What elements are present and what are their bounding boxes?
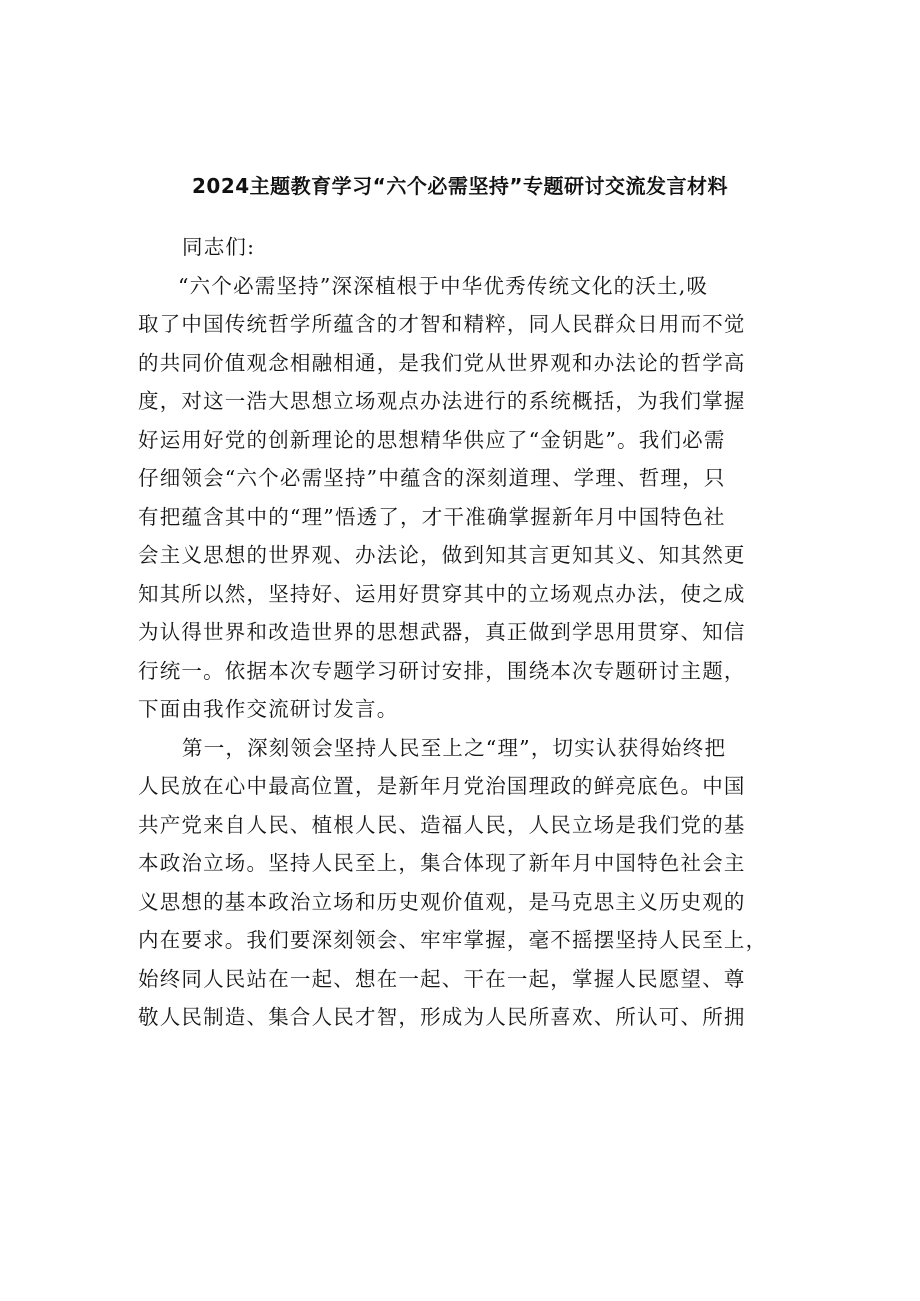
greeting: 同志们: <box>182 235 256 259</box>
document-title: 2024主题教育学习“六个必需坚持”专题研讨交流发言材料 <box>192 174 728 198</box>
paragraph-line: 始终同人民站在一起、想在一起、干在一起，掌握人民愿望、尊 <box>138 966 746 991</box>
paragraph-line: 第一，深刻领会坚持人民至上之“理”，切实认获得始终把 <box>182 735 727 760</box>
paragraph-line: 有把蕴含其中的“理”悟透了，才干准确掌握新年月中国特色社 <box>138 504 726 529</box>
paragraph-line: 度，对这一浩大思想立场观点办法进行的系统概括，为我们掌握 <box>138 389 746 413</box>
document-body <box>138 228 798 1037</box>
paragraph-line: “六个必需坚持”深深植根于中华优秀传统文化的沃土,吸 <box>178 273 709 298</box>
paragraph-line: 共产党来自人民、植根人民、造福人民，人民立场是我们党的基 <box>138 812 746 837</box>
paragraph-line: 会主义思想的世界观、办法论，做到知其言更知其义、知其然更 <box>138 543 746 567</box>
paragraph-line: 的共同价值观念相融相通，是我们党从世界观和办法论的哲学高 <box>138 350 746 375</box>
paragraph-line: 义思想的基本政治立场和历史观价值观，是马克思主义历史观的 <box>138 889 746 914</box>
paragraph-1 <box>138 267 798 729</box>
paragraph-line: 内在要求。我们要深刻领会、牢牢掌握，毫不摇摆坚持人民至上， <box>138 928 768 952</box>
paragraph-line: 好运用好党的创新理论的思想精华供应了“金钥匙”。我们必需 <box>138 427 726 452</box>
paragraph-line: 仔细领会“六个必需坚持”中蕴含的深刻道理、学理、哲理，只 <box>138 466 726 490</box>
paragraph-2 <box>138 729 798 1037</box>
paragraph-line: 下面由我作交流研讨发言。 <box>138 697 399 721</box>
paragraph-line: 知其所以然，坚持好、运用好贯穿其中的立场观点办法，使之成 <box>138 581 746 606</box>
paragraph-line: 敬人民制造、集合人民才智，形成为人民所喜欢、所认可、所拥 <box>138 1005 746 1029</box>
paragraph-line: 本政治立场。坚持人民至上，集合体现了新年月中国特色社会主 <box>138 851 746 875</box>
paragraph-line: 取了中国传统哲学所蕴含的才智和精粹，同人民群众日用而不觉 <box>138 312 746 336</box>
paragraph-line: 为认得世界和改造世界的思想武器，真正做到学思用贯穿、知信 <box>138 620 746 644</box>
paragraph-line: 行统一。依据本次专题学习研讨安排，围绕本次专题研讨主题， <box>138 658 746 683</box>
paragraph-line: 人民放在心中最高位置，是新年月党治国理政的鲜亮底色。中国 <box>138 774 746 798</box>
